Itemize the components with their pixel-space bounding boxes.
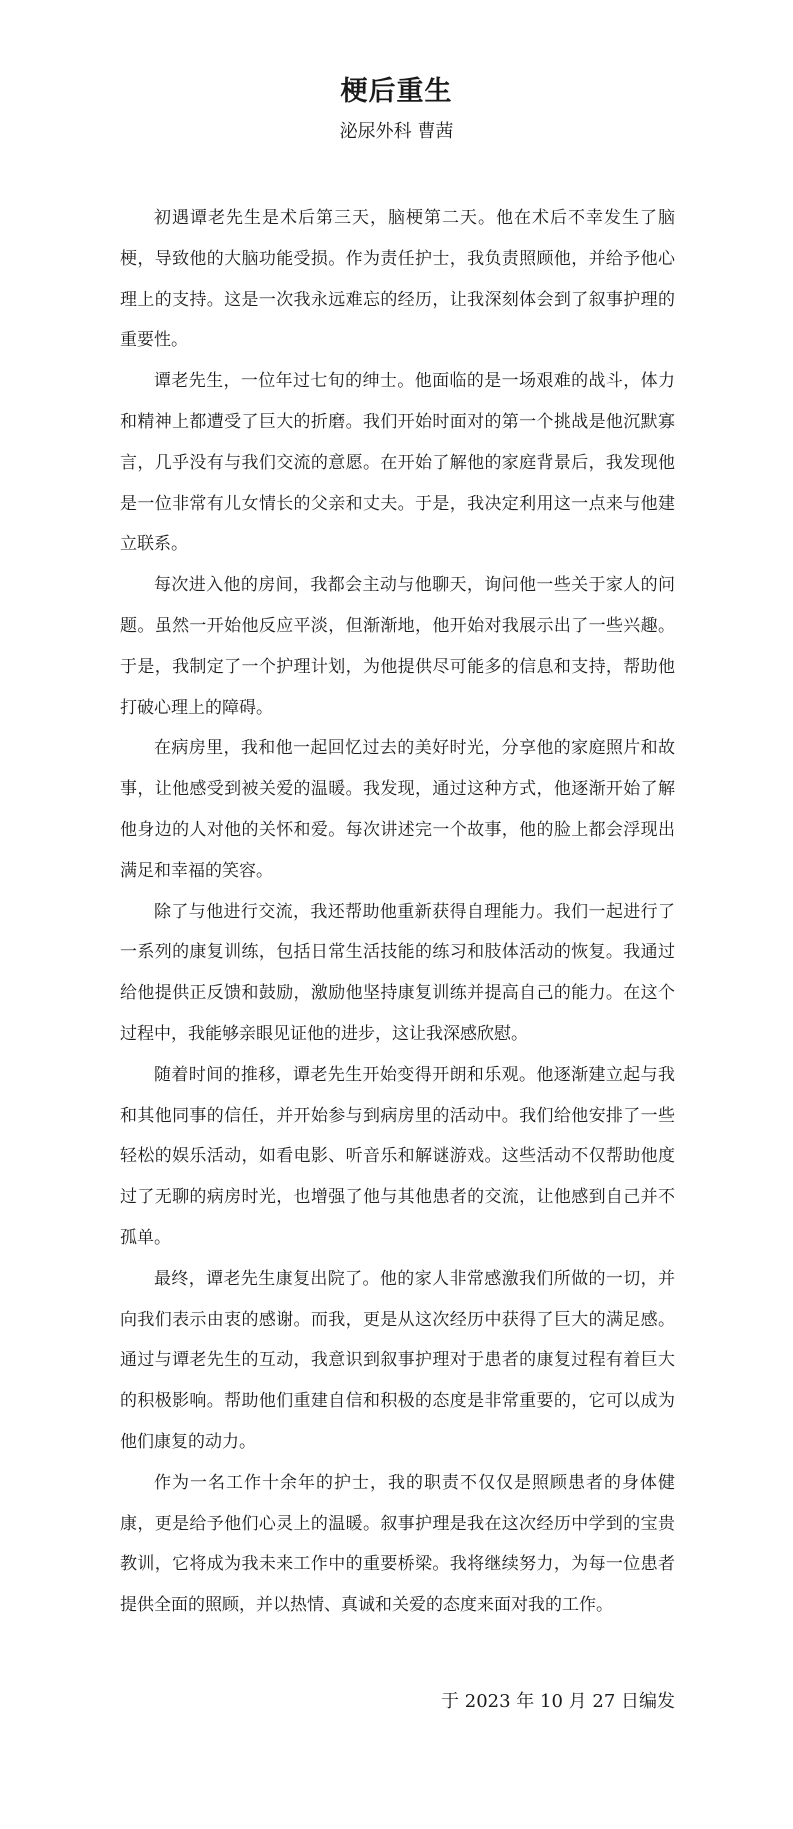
paragraph: 在病房里，我和他一起回忆过去的美好时光，分享他的家庭照片和故事，让他感受到被关爱的温暖。我发现，通过这种方式，他逐渐开始了解他身边的人对他的关怀和爱。每次讲述完一个故事，他的脸上都会浮现出满足和幸福的笑容。: [120, 738, 675, 881]
paragraph: 每次进入他的房间，我都会主动与他聊天，询问他一些关于家人的问题。虽然一开始他反应平淡，但渐渐地，他开始对我展示出了一些兴趣。于是，我制定了一个护理计划，为他提供尽可能多的信息和支持，帮助他打破心理上的障碍。: [120, 575, 675, 718]
article-body: [120, 198, 675, 1626]
paragraph: 谭老先生，一位年过七旬的绅士。他面临的是一场艰难的战斗，体力和精神上都遭受了巨大的折磨。我们开始时面对的第一个挑战是他沉默寡言，几乎没有与我们交流的意愿。在开始了解他的家庭背景后，我发现他是一位非常有儿女情长的父亲和丈夫。于是，我决定利用这一点来与他建立联系。: [120, 371, 675, 555]
paragraph: 随着时间的推移，谭老先生开始变得开朗和乐观。他逐渐建立起与我和其他同事的信任，并开始参与到病房里的活动中。我们给他安排了一些轻松的娱乐活动，如看电影、听音乐和解谜游戏。这些活动不仅帮助他度过了无聊的病房时光，也增强了他与其他患者的交流，让他感到自己并不孤单。: [120, 1064, 675, 1248]
paragraph: 作为一名工作十余年的护士，我的职责不仅仅是照顾患者的身体健康，更是给予他们心灵上的温暖。叙事护理是我在这次经历中学到的宝贵教训，它将成为我未来工作中的重要桥梁。我将继续努力，为每一位患者提供全面的照顾，并以热情、真诚和关爱的态度来面对我的工作。: [120, 1472, 675, 1616]
paragraph: 最终，谭老先生康复出院了。他的家人非常感激我们所做的一切，并向我们表示由衷的感谢。而我，更是从这次经历中获得了巨大的满足感。通过与谭老先生的互动，我意识到叙事护理对于患者的康复过程有着巨大的积极影响。帮助他们重建自信和积极的态度是非常重要的，它可以成为他们康复的动力。: [120, 1268, 675, 1452]
paragraph: 初遇谭老先生是术后第三天，脑梗第二天。他在术后不幸发生了脑梗，导致他的大脑功能受损。作为责任护士，我负责照顾他，并给予他心理上的支持。这是一次我永远难忘的经历，让我深刻体会到了叙事护理的重要性。: [120, 208, 675, 351]
document-title: 梗后重生: [340, 76, 453, 107]
author-byline: 泌尿外科 曹茜: [339, 121, 454, 142]
paragraph: 除了与他进行交流，我还帮助他重新获得自理能力。我们一起进行了一系列的康复训练，包括日常生活技能的练习和肢体活动的恢复。我通过给他提供正反馈和鼓励，激励他坚持康复训练并提高自己的能力。在这个过程中，我能够亲眼见证他的进步，这让我深感欣慰。: [120, 901, 675, 1044]
publish-date: 于 2023 年 10 月 27 日编发: [441, 1691, 675, 1712]
